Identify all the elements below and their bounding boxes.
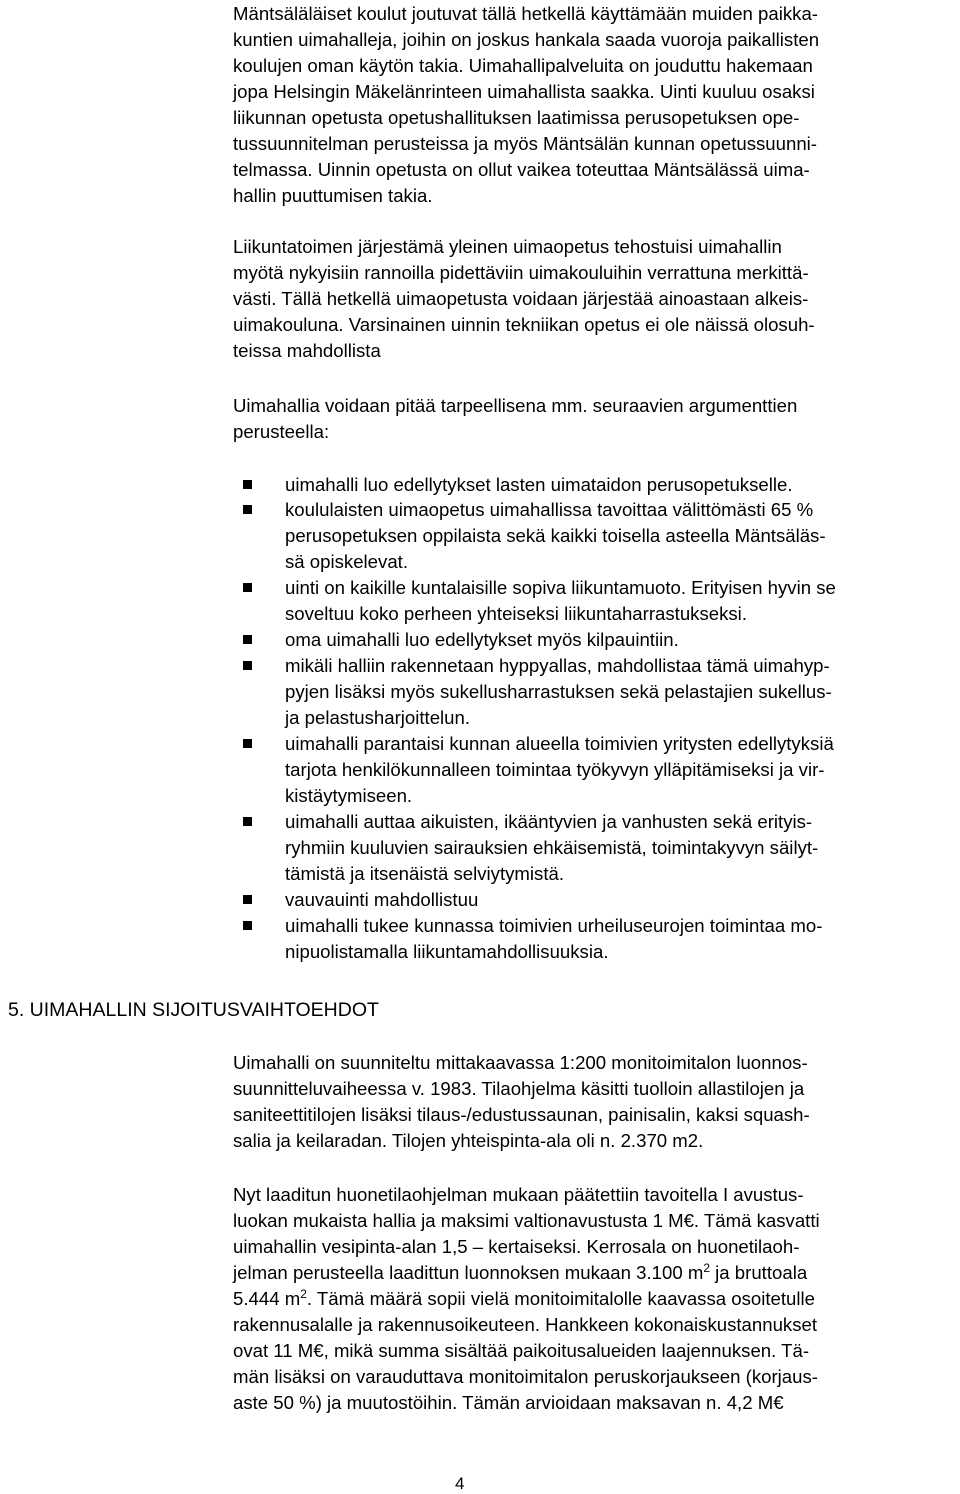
text-line: hallin puuttumisen takia. [233,185,433,206]
list-item-line: uimahalli auttaa aikuisten, ikääntyvien ja vanhusten sekä erityis- [285,811,813,832]
bullet-square-icon [243,895,252,904]
text-line: kuntien uimahalleja, joihin on joskus hankala saada vuoroja paikallisten [233,29,820,50]
list-item-line: tarjota henkilökunnalleen toimintaa työkyvyn ylläpitämiseksi ja vir- [285,759,825,780]
list-item-line: oma uimahalli luo edellytykset myös kilpauintiin. [285,629,679,650]
list-item-line: soveltuu koko perheen yhteiseksi liikuntaharrastukseksi. [285,603,747,624]
bullet-square-icon [243,635,252,644]
list-item-line: uinti on kaikille kuntalaisille sopiva liikuntamuoto. Erityisen hyvin se [285,577,836,598]
text-segment: . Tämä määrä sopii vielä monitoimitalolle kaavassa osoitetulle [306,1288,815,1309]
section-heading: 5. UIMAHALLIN SIJOITUSVAIHTOEHDOT [8,999,379,1021]
text-segment: jelman perusteella laadittun luonnoksen mukaan 3.100 m [233,1262,704,1283]
list-item-line: ryhmiin kuuluvien sairauksien ehkäisemistä, toimintakyvyn säilyt- [285,837,819,858]
list-item-line: uimahalli parantaisi kunnan alueella toimivien yritysten edellytyksiä [285,733,834,754]
text-line: saniteettitilojen lisäksi tilaus-/edustussaunan, painisalin, kaksi squash- [233,1104,810,1125]
list-item-line: vauvauinti mahdollistuu [285,889,479,910]
text-line: uimahallin vesipinta-alan 1,5 – kertaiseksi. Kerrosala on huonetilaoh- [233,1236,800,1257]
text-line: män lisäksi on varauduttava monitoimitalon peruskorjaukseen (korjaus- [233,1366,818,1387]
text-line: aste 50 %) ja muutostöihin. Tämän arvioidaan maksavan n. 4,2 M€ [233,1392,784,1413]
bullet-square-icon [243,921,252,930]
list-item-line: uimahalli luo edellytykset lasten uimataidon perusopetukselle. [285,474,793,495]
bullet-square-icon [243,505,252,514]
text-line: tussuunnitelman perusteissa ja myös Mäntsälän kunnan opetussuunni- [233,133,817,154]
text-line: perusteella: [233,421,330,442]
bullet-square-icon [243,661,252,670]
superscript: 2 [703,1261,710,1275]
page-number: 4 [455,1474,465,1493]
text-line: luokan mukaista hallia ja maksimi valtionavustusta 1 M€. Tämä kasvatti [233,1210,820,1231]
list-item-line: tämistä ja itsenäistä selviytymistä. [285,863,564,884]
text-segment: 5.444 m [233,1288,301,1309]
bullet-square-icon [243,817,252,826]
text-line: Uimahalli on suunniteltu mittakaavassa 1:200 monitoimitalon luonnos- [233,1052,808,1073]
text-segment: ja bruttoala [710,1262,808,1283]
text-line: Mäntsäläläiset koulut joutuvat tällä hetkellä käyttämään muiden paikka- [233,3,818,24]
text-line: jopa Helsingin Mäkelänrinteen uimahallista saakka. Uinti kuuluu osaksi [233,81,815,102]
text-line: uimakouluna. Varsinainen uinnin tekniikan opetus ei ole näissä olosuh- [233,314,815,335]
bullet-square-icon [243,583,252,592]
superscript: 2 [300,1287,307,1301]
text-line: koulujen oman käytön takia. Uimahallipalveluita on jouduttu hakemaan [233,55,813,76]
text-line: Nyt laaditun huonetilaohjelman mukaan päätettiin tavoitella I avustus- [233,1184,804,1205]
list-item-line: perusopetuksen oppilaista sekä kaikki toisella asteella Mäntsäläs- [285,525,826,546]
list-item-line: pyjen lisäksi myös sukellusharrastuksen sekä pelastajien sukellus- [285,681,832,702]
text-line: Liikuntatoimen järjestämä yleinen uimaopetus tehostuisi uimahallin [233,236,782,257]
bullet-square-icon [243,480,252,489]
bullet-square-icon [243,739,252,748]
text-line: liikunnan opetusta opetushallituksen laatimissa perusopetuksen ope- [233,107,800,128]
text-line: ovat 11 M€, mikä summa sisältää paikoitusalueiden laajennuksen. Tä- [233,1340,810,1361]
list-item-line: kistäytymiseen. [285,785,413,806]
text-line: rakennusalalle ja rakennusoikeuteen. Hankkeen kokonaiskustannukset [233,1314,818,1335]
text-line: teissa mahdollista [233,340,381,361]
text-line: telmassa. Uinnin opetusta on ollut vaikea toteuttaa Mäntsälässä uima- [233,159,810,180]
list-item-line: nipuolistamalla liikuntamahdollisuuksia. [285,941,609,962]
text-line: myötä nykyisiin rannoilla pidettäviin uimakouluihin verrattuna merkittä- [233,262,809,283]
list-item-line: ja pelastusharjoittelun. [285,707,471,728]
text-line: salia ja keilaradan. Tilojen yhteispinta-ala oli n. 2.370 m2. [233,1130,704,1151]
text-line: Uimahallia voidaan pitää tarpeellisena mm. seuraavien argumenttien [233,395,798,416]
list-item-line: sä opiskelevat. [285,551,408,572]
list-item-line: koululaisten uimaopetus uimahallissa tavoittaa välittömästi 65 % [285,499,814,520]
text-line: suunnitteluvaiheessa v. 1983. Tilaohjelma käsitti tuolloin allastilojen ja [233,1078,805,1099]
text-line [233,1286,815,1313]
text-line: västi. Tällä hetkellä uimaopetusta voidaan järjestää ainoastaan alkeis- [233,288,809,309]
list-item-line: mikäli halliin rakennetaan hyppyallas, mahdollistaa tämä uimahyp- [285,655,830,676]
list-item-line: uimahalli tukee kunnassa toimivien urheiluseurojen toimintaa mo- [285,915,823,936]
text-line [233,1260,807,1287]
